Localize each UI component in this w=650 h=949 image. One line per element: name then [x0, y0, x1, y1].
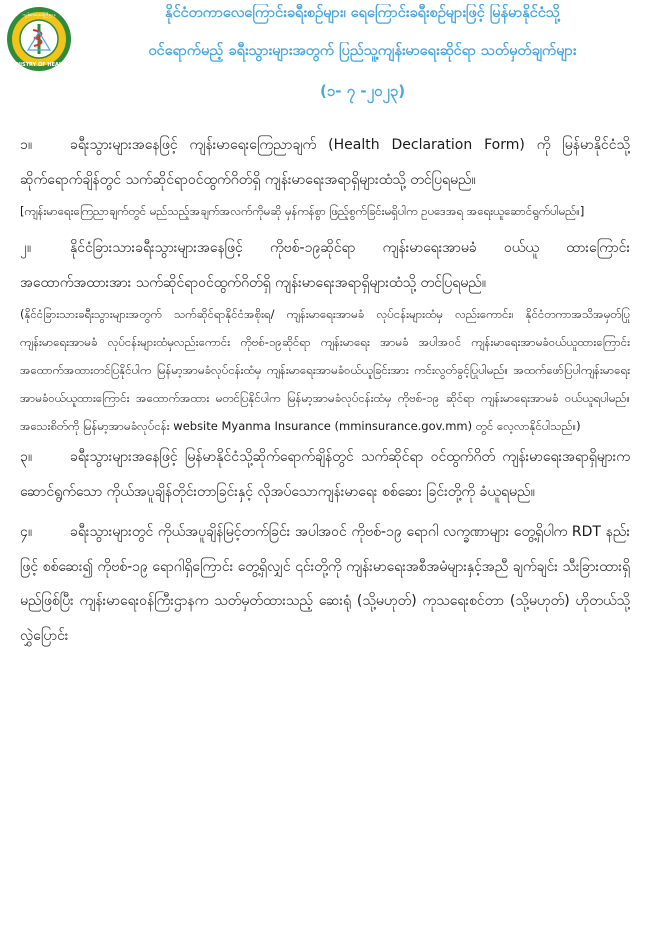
item-text: ခရီးသွားများအနေဖြင့် မြန်မာနိုင်ငံသို့ဆိုက်ရောက်ချိန်တွင် သက်ဆိုင်ရာ ဝင်ထွက်ဂိတ် ကျန်းမာရေးအရာရှိများက ဆောင်ရွက်သော ကိုယ်အပူချိန်တိုင်းတာခြင်းနှင့် လိုအပ်သောကျန်းမာရေး စစ်ဆေး ခြင်းတို့ကို ခံယူရမည်။ — [20, 449, 630, 500]
item-2-note: (နိုင်ငံခြားသားခရီးသွားများအတွက် သက်ဆိုင်ရာနိုင်ငံအစိုးရ/ ကျန်းမာရေးအာမခံ လုပ်ငန်းများထံမှ လည်းကောင်း၊ နိုင်ငံတကာအသိအမှတ်ပြု ကျန်းမာရေးအာမခံ လုပ်ငန်းများထံမှလည်းကောင်း ကိုဗစ်-၁၉ဆိုင်ရာ ကျန်းမာရေး အာမခံ အပါအဝင် ကျန်းမာရေးအာမခံဝယ်ယူထားကြောင်း အထောက်အထားတင်ပြနိုင်ပါက မြန်မာ့အာမခံလုပ်ငန်းထံမှ ကျန်းမာရေးအာမခံဝယ်ယူခြင်းအား ကင်းလွတ်ခွင့်ပြုပါမည်။ အထက်ဖော်ပြပါကျန်းမာရေးအာမခံဝယ်ယူထားကြောင်း အထောက်အထား မတင်ပြနိုင်ပါက မြန်မာ့အာမခံလုပ်ငန်းထံမှ ကိုဗစ်-၁၉ ဆိုင်ရာ ကျန်းမာရေးအာမခံ ဝယ်ယူရပါမည်။ အသေးစိတ်ကို မြန်မာ့အာမခံလုပ်ငန်း website Myanma Insurance (mminsurance.gov.mm) တွင် လေ့လာနိုင်ပါသည်။) — [20, 307, 630, 433]
item-3 — [20, 440, 630, 509]
svg-text:ကျန်းမာရေးဝန်ကြီးဌာန: ကျန်းမာရေးဝန်ကြီးဌာန — [22, 12, 56, 17]
item-1 — [20, 128, 630, 197]
item-text: ခရီးသွားများတွင် ကိုယ်အပူချိန်မြင့်တက်ခြင်း အပါအဝင် ကိုဗစ်-၁၉ ရောဂါ လက္ခဏာများ တွေ့ရှိပါက RDT နည်းဖြင့် စစ်ဆေး၍ ကိုဗစ်-၁၉ ရောဂါရှိကြောင်း တွေ့ရှိလျှင် ၎င်းတို့ကို ကျန်းမာရေးအစီအမံများနှင့်အညီ ချက်ချင်း သီးခြားထားရှိမည်ဖြစ်ပြီး ကျန်းမာရေးဝန်ကြီးဌာနက သတ်မှတ်ထားသည့် ဆေးရုံ (သို့မဟုတ်) ကုသရေးစင်တာ (သို့မဟုတ်) ဟိုတယ်သို့ လွှဲပြောင်း — [20, 524, 630, 644]
document-date: (၁- ၇ -၂၀၂၃) — [319, 82, 406, 100]
title-line-1: နိုင်ငံတကာလေကြောင်းခရီးစဉ်များ၊ ရေကြောင်းခရီးစဉ်များဖြင့် မြန်မာနိုင်ငံသို့ — [165, 5, 560, 21]
svg-text:MINISTRY OF HEALTH: MINISTRY OF HEALTH — [9, 62, 69, 68]
item-2 — [20, 231, 630, 300]
item-number: ၃။ — [20, 449, 33, 465]
document-header — [0, 0, 650, 118]
item-text: နိုင်ငံခြားသားခရီးသွားများအနေဖြင့် ကိုဗစ်-၁၉ဆိုင်ရာ ကျန်းမာရေးအာမခံ ဝယ်ယူ ထားကြောင်း အထောက်အထားအား သက်ဆိုင်ရာဝင်ထွက်ဂိတ်ရှိ ကျန်းမာရေးအရာရှိများထံသို့ တင်ပြရမည်။ — [20, 240, 630, 291]
item-number: ၁။ — [20, 137, 33, 153]
item-1-note: [ကျန်းမာရေးကြေညာချက်တွင် မည်သည့်အချက်အလက်ကိုမဆို မှန်ကန်စွာ ဖြည့်စွက်ခြင်းမရှိပါက ဥပဒေအရ အရေးယူဆောင်ရွက်ပါမည်။] — [20, 204, 585, 218]
ministry-of-health-logo — [6, 6, 72, 72]
item-text: ခရီးသွားများအနေဖြင့် ကျန်းမာရေးကြေညာချက် (Health Declaration Form) ကို မြန်မာနိုင်ငံသို့ ဆိုက်ရောက်ချိန်တွင် သက်ဆိုင်ရာဝင်ထွက်ဂိတ်ရှိ ကျန်းမာရေးအရာရှိများထံသို့ တင်ပြရမည်။ — [20, 137, 630, 188]
title-line-2: ဝင်ရောက်မည့် ခရီးသွားများအတွက် ပြည်သူ့ကျန်းမာရေးဆိုင်ရာ သတ်မှတ်ချက်များ — [148, 43, 577, 59]
item-number: ၄။ — [20, 524, 33, 540]
item-4 — [20, 515, 630, 653]
document-body — [20, 128, 630, 653]
item-number: ၂။ — [20, 240, 32, 256]
